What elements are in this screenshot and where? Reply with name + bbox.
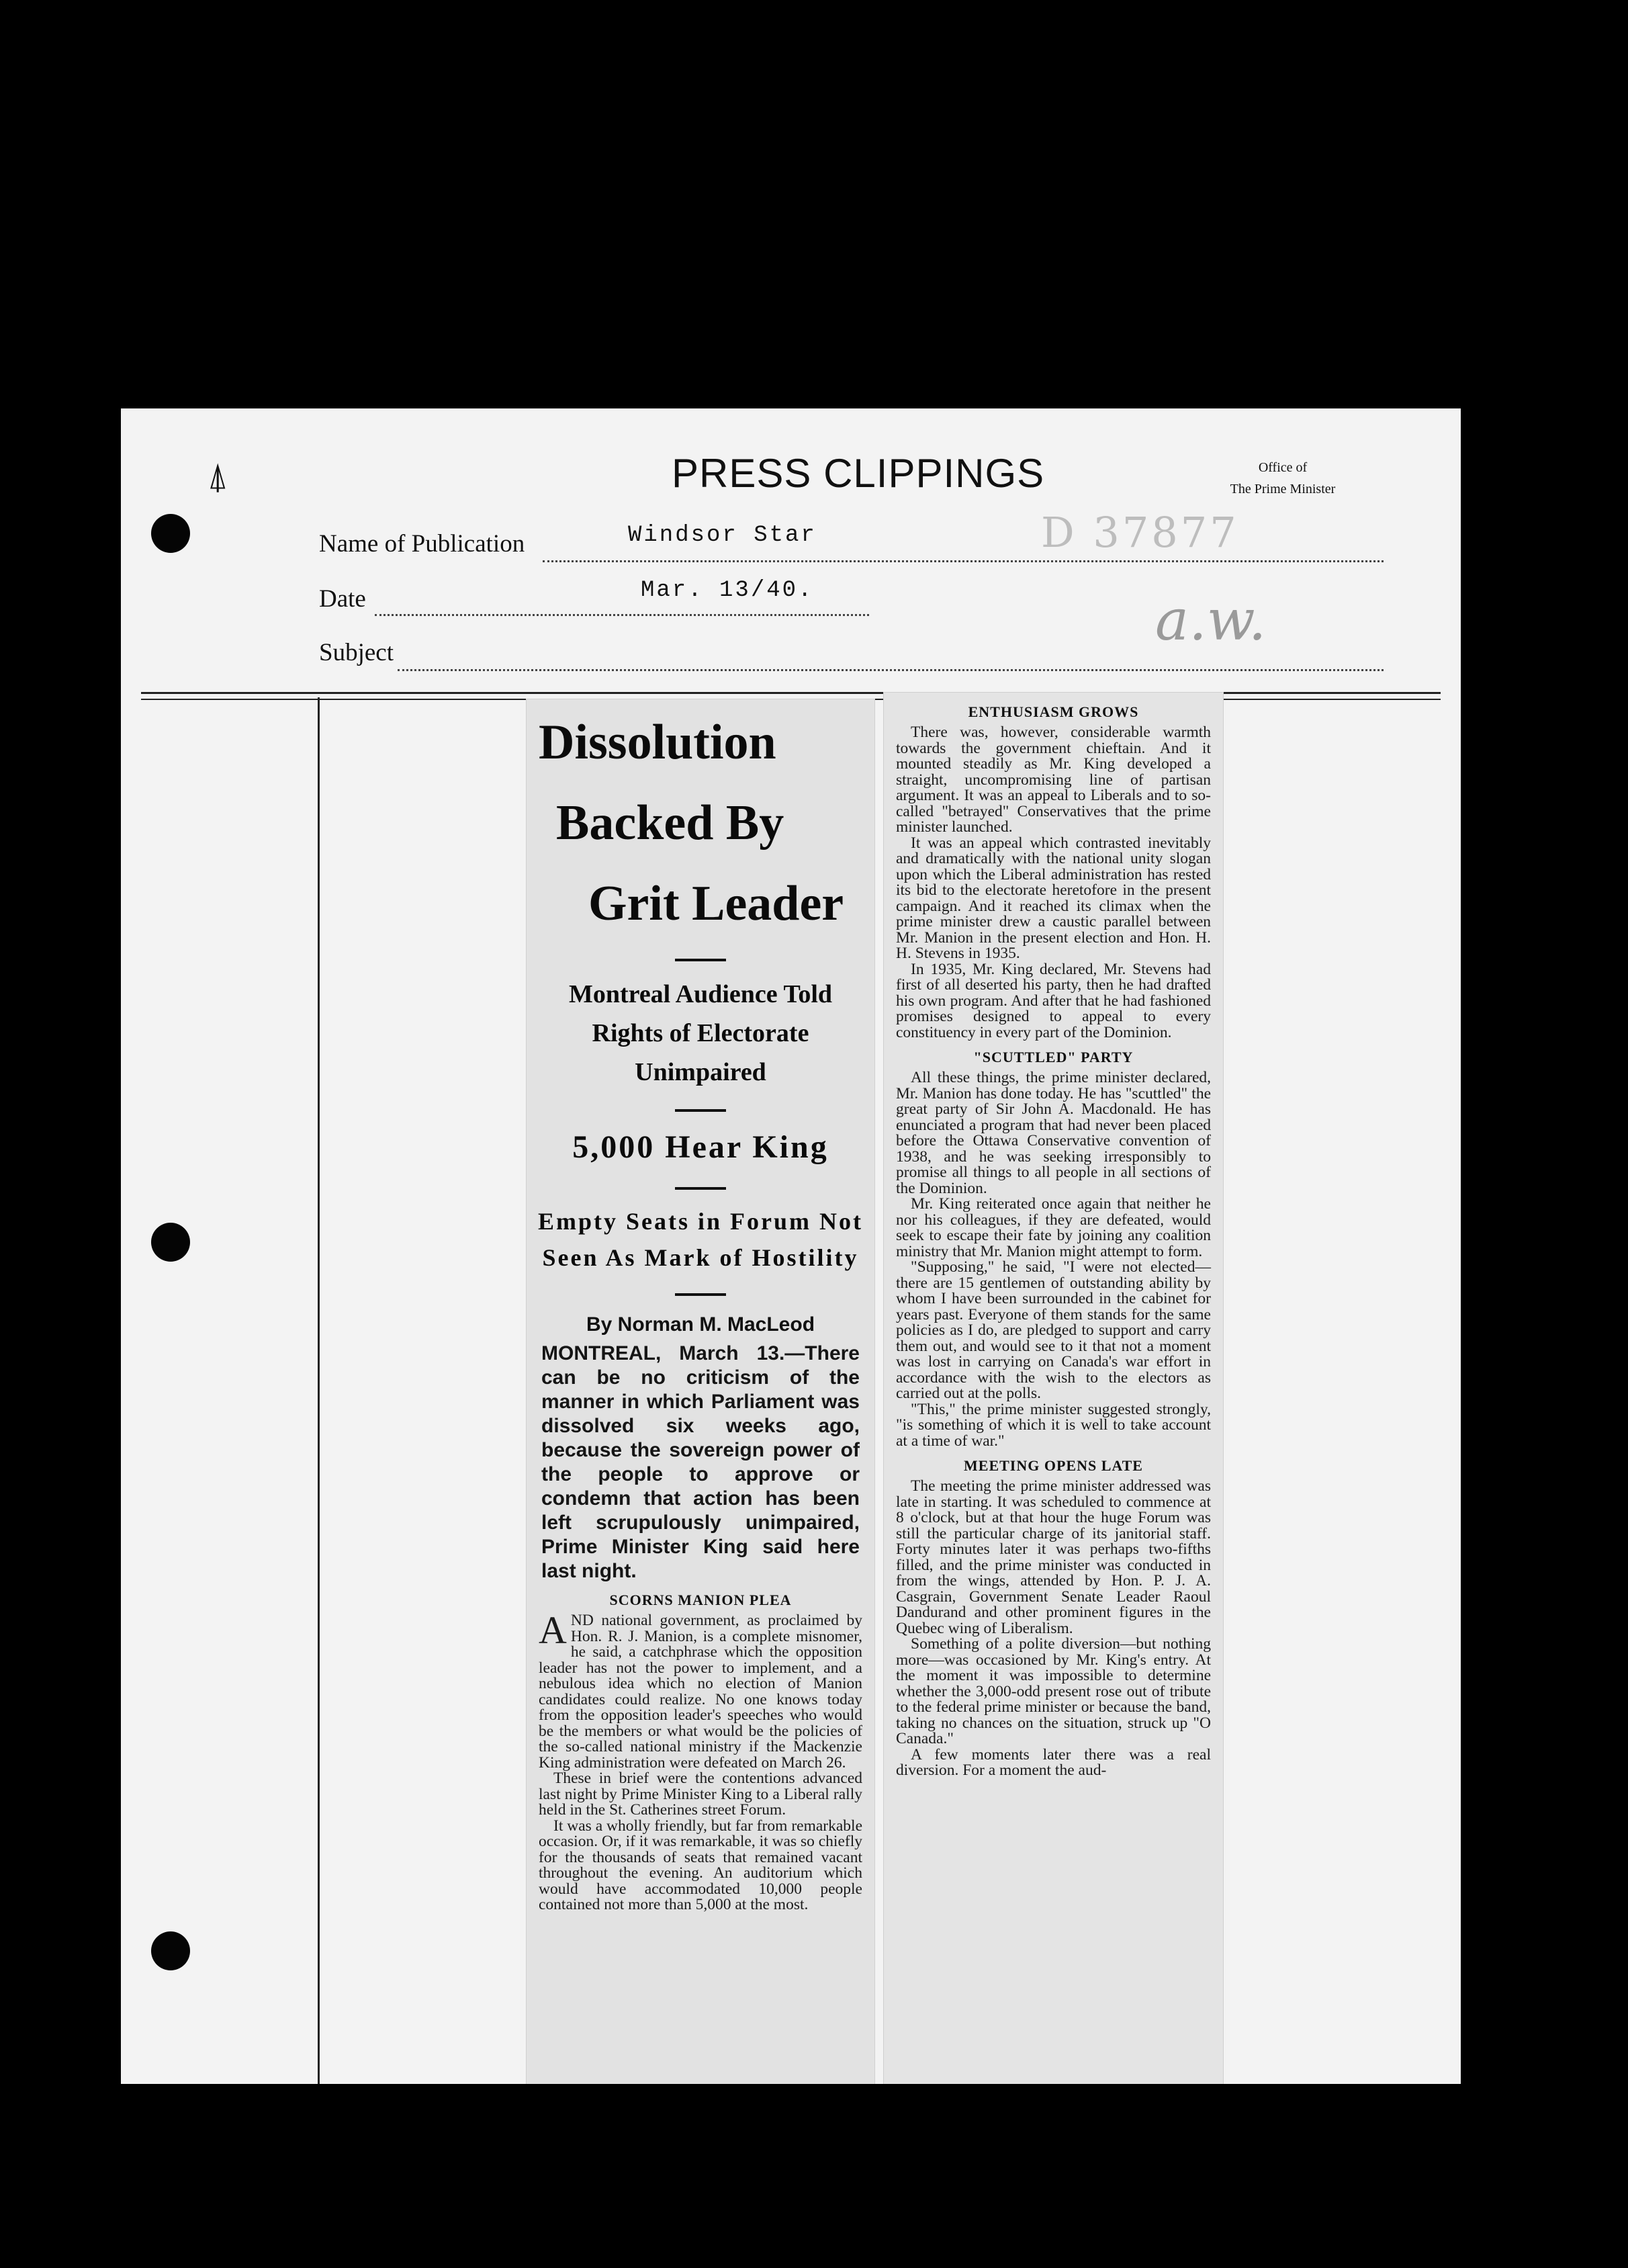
office-label <box>1202 457 1363 500</box>
subhead-scuttled: "SCUTTLED" PARTY <box>973 1049 1134 1065</box>
deck-divider-1 <box>675 1109 726 1112</box>
subhead-enthusiasm: ENTHUSIASM GROWS <box>968 703 1139 720</box>
article-body-right-2 <box>884 1070 1223 1449</box>
headline-line-3: Grit Leader <box>588 876 844 931</box>
paragraph-4: There was, however, considerable warmth towards the government chieftain. And it mounted steadily as Mr. King developed a straight, uncompromising line of partisan argument. It was an appeal to Liberals and to so-called "betrayed" Conservatives that the prime minister launched. <box>896 724 1211 836</box>
drop-cap: A <box>539 1608 567 1652</box>
date-line <box>375 614 869 616</box>
margin-rule <box>318 697 320 2084</box>
deck-divider-3 <box>675 1293 726 1296</box>
clipping-column-right <box>883 692 1224 2084</box>
paragraph-8: Mr. King reiterated once again that neither he nor his colleagues, if they are defeated, would seek to escape their fate by joining any coalition ministry that Mr. Manion might attempt to form. <box>896 1195 1211 1260</box>
paragraph-11: The meeting the prime minister addressed was late in starting. It was scheduled to commence at 8 o'clock, but at that hour the huge Forum was still the particular charge of its janitorial staff. Forty minutes later it was perhaps two-fifths filled, and the prime minister was conducted in from the wings, attended by Hon. P. J. A. Casgrain, Government Senate Leader Raoul Dandurand and other prominent figures in the Quebec wing of Liberalism. <box>896 1477 1211 1637</box>
publication-line <box>543 560 1384 562</box>
binder-hole-bottom <box>151 1931 190 1970</box>
deck-divider-2 <box>675 1187 726 1190</box>
paragraph-6: In 1935, Mr. King declared, Mr. Stevens had first of all deserted his party, then he had drafted his own program. And after that he had fashioned promises designed to appeal to every constituency in every part of the Dominion. <box>896 960 1211 1041</box>
date-label: Date <box>319 585 366 613</box>
paragraph-1-text: ND national government, as proclaimed by Hon. R. J. Manion, is a complete misnomer, he said, a catchphrase which the opposition leader has not the power to implement, and a nebulous idea which no election of Manion candidates could realize. No one knows today from the opposition leader's speeches who would be the members or what would be the policies of the so-called national ministry if the Mackenzie King administration were defeated on March 26. <box>539 1612 862 1772</box>
binder-hole-middle <box>151 1223 190 1262</box>
paragraph-2: These in brief were the contentions advanced last night by Prime Minister King to a Liberal rally held in the St. Catherines street Forum. <box>539 1770 862 1819</box>
paragraph-7: All these things, the prime minister declared, Mr. Manion has done today. He has "scuttled" the great party of Sir John A. Macdonald. He has enunciated a program that had never been placed before the Ottawa Conservative convention of 1938, and he was seeking irresponsibly to promise all things to all people in all sections of the Dominion. <box>896 1069 1211 1197</box>
office-line-2: The Prime Minister <box>1230 482 1336 496</box>
byline: By Norman M. MacLeod <box>586 1313 815 1336</box>
margin-mark: ⍋ <box>207 456 229 496</box>
subject-line <box>398 669 1384 671</box>
paragraph-9: "Supposing," he said, "I were not elected—there are 15 gentlemen of outstanding ability by whom I have been surrounded in the cabinet for years past. Everyone of them stands for the same policies as I do, are pledged to support and carry them out, and would see to it that not a moment was lost in carrying on Canada's war effort in accordance with the wish to the electors as carried out at the polls. <box>896 1258 1211 1402</box>
document-number-stamp: D 37877 <box>1041 508 1239 557</box>
paragraph-3: It was a wholly friendly, but far from remarkable occasion. Or, if it was remarkable, it was so chiefly for the thousands of seats that remained vacant throughout the evening. An auditorium which would have accommodated 10,000 people contained not more than 5,000 at the most. <box>539 1817 862 1913</box>
subhead-meeting-late: MEETING OPENS LATE <box>964 1457 1143 1474</box>
lead-paragraph: MONTREAL, March 13.—There can be no criticism of the manner in which Parliament was dissolved six weeks ago, because the sovereign power of the people to approve or condemn that action has been left scrupulously unimpaired, Prime Minister King said here last night. <box>541 1342 860 1582</box>
paragraph-1 <box>539 1608 862 1772</box>
deck-montreal: Montreal Audience Told Rights of Electorate Unimpaired <box>568 980 833 1086</box>
paragraph-10: "This," the prime minister suggested strongly, "is something of which it is well to take account at a time of war." <box>896 1400 1211 1450</box>
date-value: Mar. 13/40. <box>641 578 814 603</box>
binder-hole-top <box>151 514 190 553</box>
deck-empty-seats: Empty Seats in Forum Not Seen As Mark of Hostility <box>538 1208 863 1271</box>
article-body-right <box>884 725 1223 1041</box>
paragraph-13: A few moments later there was a real diversion. For a moment the aud- <box>896 1745 1211 1779</box>
headline-line-2: Backed By <box>556 795 784 850</box>
headline-line-1: Dissolution <box>539 715 776 770</box>
headline-divider <box>675 959 726 961</box>
subject-label: Subject <box>319 639 394 666</box>
paragraph-12: Something of a polite diversion—but nothing more—was occasioned by Mr. King's entry. At the moment it was impossible to determine whether the 3,000-odd present rose out of tribute to the federal prime minister or because the band, taking no chances on the situation, struck up "O Canada." <box>896 1635 1211 1747</box>
article-body-left <box>527 1608 874 1913</box>
publication-value: Windsor Star <box>628 523 817 548</box>
article-body-right-3 <box>884 1479 1223 1779</box>
handwritten-initials: a.w. <box>1155 587 1267 653</box>
paragraph-5: It was an appeal which contrasted inevitably and dramatically with the national unity slogan upon which the Liberal administration has rested its bid to the electorate heretofore in the present campaign. And it reached its climax when the prime minister drew a caustic parallel between Mr. Manion in the present election and Hon. H. H. Stevens in 1935. <box>896 834 1211 962</box>
clipping-column-left <box>526 699 875 2084</box>
form-title: PRESS CLIPPINGS <box>672 451 1045 496</box>
press-clipping-form <box>121 408 1461 2084</box>
subhead-scorns-manion: SCORNS MANION PLEA <box>609 1591 792 1608</box>
deck-hear-king: 5,000 Hear King <box>572 1129 829 1165</box>
publication-label: Name of Publication <box>319 530 525 558</box>
office-line-1: Office of <box>1258 460 1308 475</box>
